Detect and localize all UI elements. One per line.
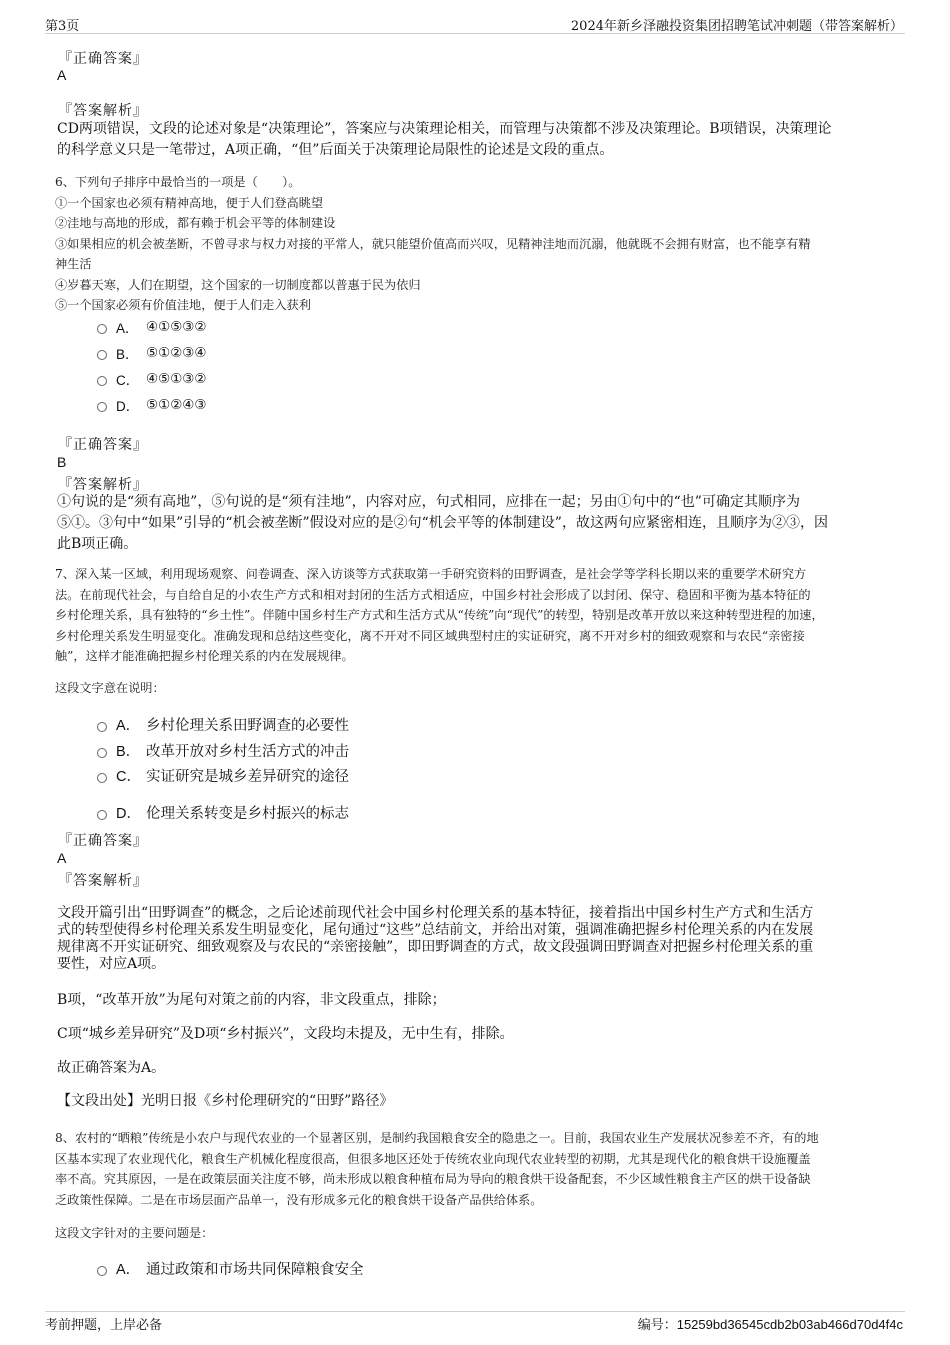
footer-divider xyxy=(45,1311,905,1312)
option-b[interactable]: B． ⑤①②③④ xyxy=(97,343,207,363)
option-d[interactable]: D． 伦理关系转变是乡村振兴的标志 xyxy=(97,802,349,823)
explanation-text: 文段开篇引出“田野调查”的概念，之后论述前现代社会中国乡村伦理关系的基本特征，接着指出中国乡村生产方式和生活方 式的转型使得乡村伦理关系发生明显变化，尾句通过“这些”总结前文，并给出对策，强调准确把握乡村伦理关系的内在发展 规律离不开实证研究、细致观察及与农民的“亲密接触”，即田野调查的方式，故文段强调田野调查对把握乡村伦理关系的重 要性，对应A项。 xyxy=(57,905,814,972)
explanation-option-cd: C项“城乡差异研究”及D项“乡村振兴”，文段均未提及，无中生有，排除。 xyxy=(57,1026,514,1042)
option-c[interactable]: C． 实证研究是城乡差异研究的途径 xyxy=(97,765,349,786)
question-6 xyxy=(55,172,900,316)
radio-icon[interactable] xyxy=(97,748,107,758)
option-c[interactable]: C． ④⑤①③② xyxy=(97,369,207,389)
explanation-label: 『答案解析』 xyxy=(58,873,148,889)
correct-answer-label: 『正确答案』 xyxy=(58,437,148,453)
sentence-item: 神生活 xyxy=(55,257,92,271)
radio-icon[interactable] xyxy=(97,810,107,820)
sentence-item: ③如果相应的机会被垄断，不曾寻求与权力对接的平常人，就只能望价值高而兴叹，见精神洼地而沉溺，他就既不会拥有财富，也不能享有精 xyxy=(55,236,811,251)
document-title: 2024年新乡泽融投资集团招聘笔试冲刺题（带答案解析） xyxy=(570,19,903,34)
passage-source: 【文段出处】光明日报《乡村伦理研究的“田野”路径》 xyxy=(57,1093,394,1109)
radio-icon[interactable] xyxy=(97,376,107,386)
footer-slogan: 考前押题，上岸必备 xyxy=(45,1318,163,1333)
question-7-passage: 7、深入某一区域，利用现场观察、问卷调查、深入访谈等方式获取第一手研究资料的田野调查，是社会学等学科长期以来的重要学术研究方 法。在前现代社会，与自给自足的小农生产方式和相对封闭的生活方式相适应，中国乡村社会形成了以封闭、保守、稳固和平衡为基本特征的 乡村伦理关系，具有独特的“乡土性”。伴随中国乡村生产方式和生活方式从“传统”向“现代”的转型，特别是改革开放以来这种转型进程的加速， 乡村伦理关系发生明显变化。准确发现和总结这些变化，离不开对不同区域典型村庄的实证研究，离不开对乡村的细致观察和与农民“亲密接 触”，这样才能准确把握乡村伦理关系的内在发展规律。 xyxy=(55,567,824,663)
option-b[interactable]: B． 改革开放对乡村生活方式的冲击 xyxy=(97,740,349,761)
sentence-item: ⑤一个国家必须有价值洼地，便于人们走入获利 xyxy=(55,298,311,312)
sentence-item: ②洼地与高地的形成，都有赖于机会平等的体制建设 xyxy=(55,216,336,230)
question-prompt: 这段文字针对的主要问题是： xyxy=(55,1226,214,1240)
page-number: 第3页 xyxy=(45,19,80,34)
radio-icon[interactable] xyxy=(97,350,107,360)
explanation-text: CD两项错误，文段的论述对象是“决策理论”，答案应与决策理论相关，而管理与决策都不涉及决策理论。B项错误，决策理论 的科学意义只是一笔带过，A项正确，“但”后面关于决策理论局限性的论述是文段的重点。 xyxy=(57,121,832,158)
option-a[interactable]: A． 通过政策和市场共同保障粮食安全 xyxy=(97,1258,364,1279)
final-answer: 故正确答案为A。 xyxy=(57,1060,166,1076)
radio-icon[interactable] xyxy=(97,773,107,783)
radio-icon[interactable] xyxy=(97,722,107,732)
correct-answer-label: 『正确答案』 xyxy=(58,833,148,849)
explanation-option-b: B项，“改革开放”为尾句对策之前的内容，非文段重点，排除； xyxy=(57,992,446,1008)
explanation-label: 『答案解析』 xyxy=(58,103,148,119)
question-prompt: 这段文字意在说明： xyxy=(55,681,165,695)
question-stem: 6、下列句子排序中最恰当的一项是（ ）。 xyxy=(55,175,301,189)
document-code: 编号：15259bd36545cdb2b03ab466d70d4f4c xyxy=(637,1317,903,1333)
radio-icon[interactable] xyxy=(97,402,107,412)
sentence-item: ④岁暮天寒，人们在期望，这个国家的一切制度都以普惠于民为依归 xyxy=(55,277,421,292)
correct-answer-value: A xyxy=(57,67,67,83)
header-divider xyxy=(45,33,905,34)
option-a[interactable]: A． 乡村伦理关系田野调查的必要性 xyxy=(97,714,349,735)
question-8-passage: 8、农村的“晒粮”传统是小农户与现代农业的一个显著区别，是制约我国粮食安全的隐患之一。目前，我国农业生产发展状况参差不齐，有的地 区基本实现了农业现代化，粮食生产机械化程度很高，但很多地区还处于传统农业向现代农业转型的初期，尤其是现代化的粮食烘干设施覆盖 率不高。究其原因，一是在政策层面关注度不够，尚未形成以粮食种植布局为导向的粮食烘干设备配套，不少区域性粮食主产区的烘干设备缺 乏政策性保障。二是在市场层面产品单一，没有形成多元化的粮食烘干设备产品供给体系。 xyxy=(55,1131,819,1207)
correct-answer-label: 『正确答案』 xyxy=(58,51,148,67)
radio-icon[interactable] xyxy=(97,324,107,334)
explanation-text: ①句说的是“须有高地”，⑤句说的是“须有洼地”，内容对应，句式相同，应排在一起；另由①句中的“也”可确定其顺序为 ⑤①。③句中“如果”引导的“机会被垄断”假设对应的是②句“机会平等的体制建设”，故这两句应紧密相连，且顺序为②③，因 此B项正确。 xyxy=(57,494,828,552)
correct-answer-value: B xyxy=(57,454,67,470)
radio-icon[interactable] xyxy=(97,1266,107,1276)
explanation-label: 『答案解析』 xyxy=(58,477,148,493)
option-d[interactable]: D． ⑤①②④③ xyxy=(97,395,207,415)
correct-answer-value: A xyxy=(57,850,67,866)
option-a[interactable]: A． ④①⑤③② xyxy=(97,317,207,337)
sentence-item: ①一个国家也必须有精神高地，便于人们登高眺望 xyxy=(55,195,324,210)
